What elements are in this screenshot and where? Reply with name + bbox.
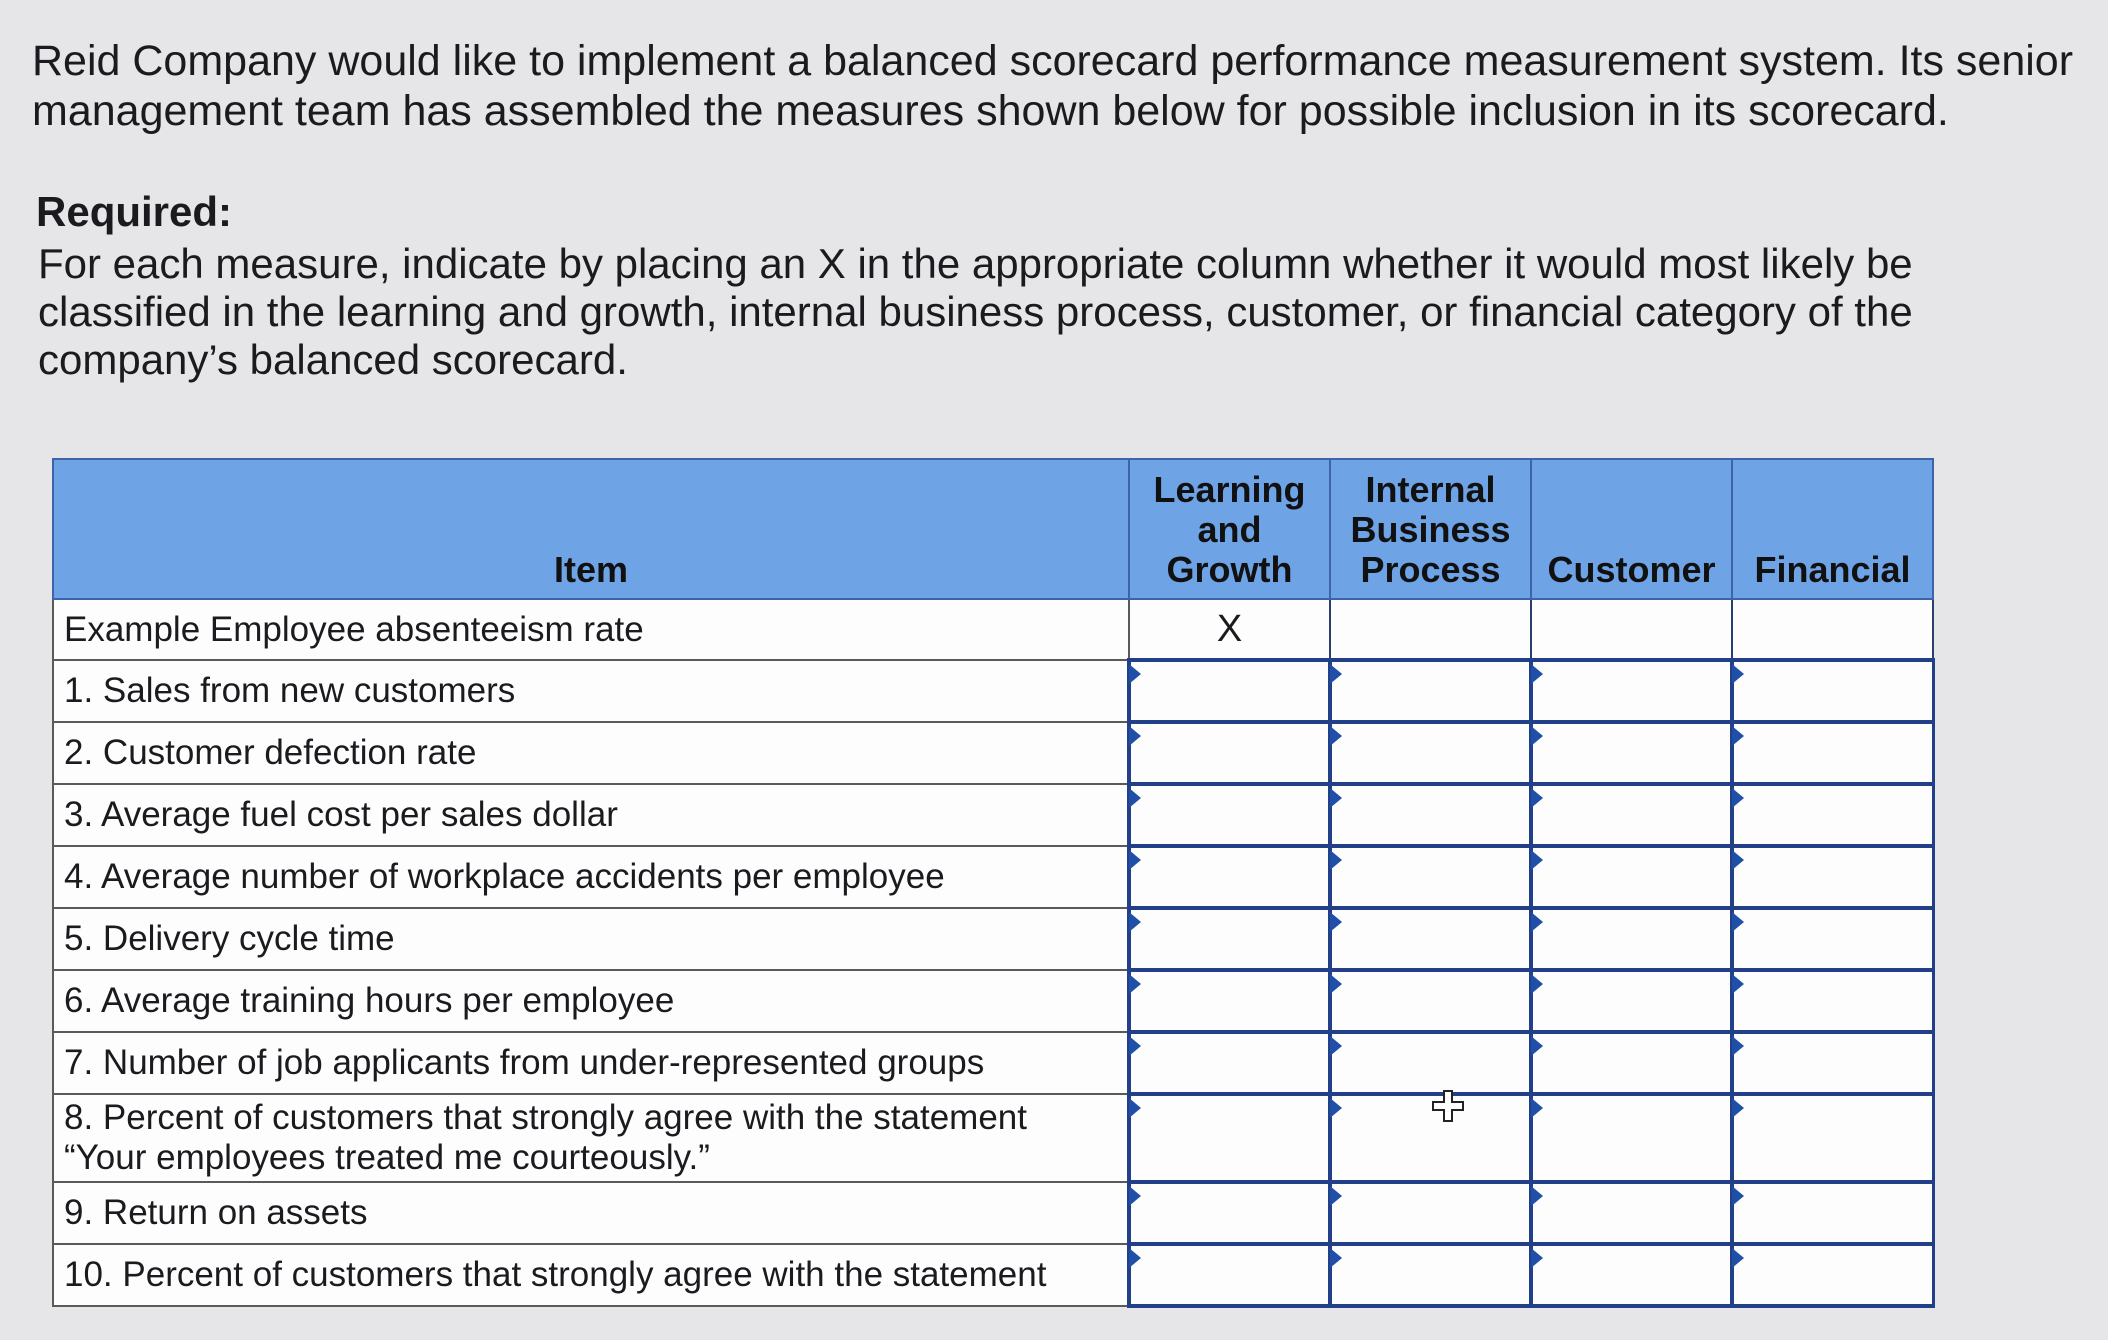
answer-cell-financial[interactable]: [1732, 1032, 1933, 1094]
header-item: Item: [53, 459, 1129, 599]
answer-cell-financial[interactable]: [1732, 970, 1933, 1032]
header-row: [53, 459, 1933, 599]
row-label: 7. Number of job applicants from under-represented groups: [53, 1032, 1129, 1094]
answer-cell-internal[interactable]: [1330, 722, 1531, 784]
row-label: 3. Average fuel cost per sales dollar: [53, 784, 1129, 846]
row-label: 2. Customer defection rate: [53, 722, 1129, 784]
answer-cell-customer[interactable]: [1531, 784, 1732, 846]
table-row: [53, 1244, 1933, 1306]
header-learning-growth: Learning and Growth: [1129, 459, 1330, 599]
answer-cell-financial[interactable]: [1732, 1244, 1933, 1306]
answer-cell-internal[interactable]: [1330, 970, 1531, 1032]
answer-cell-learning[interactable]: [1129, 1032, 1330, 1094]
answer-cell-financial[interactable]: [1732, 1182, 1933, 1244]
table-row: [53, 1094, 1933, 1182]
answer-cell-internal[interactable]: [1330, 784, 1531, 846]
answer-cell-customer[interactable]: [1531, 908, 1732, 970]
example-customer-cell: [1531, 599, 1732, 660]
row-label: 1. Sales from new customers: [53, 660, 1129, 722]
move-cursor-icon: [1430, 1088, 1466, 1124]
answer-cell-learning[interactable]: [1129, 1244, 1330, 1306]
example-label: Example Employee absenteeism rate: [53, 599, 1129, 660]
example-x-mark: X: [1216, 607, 1243, 650]
answer-cell-internal[interactable]: [1330, 908, 1531, 970]
answer-cell-learning[interactable]: [1129, 784, 1330, 846]
header-customer: Customer: [1531, 459, 1732, 599]
answer-cell-financial[interactable]: [1732, 784, 1933, 846]
table-row: [53, 970, 1933, 1032]
scorecard-worksheet: [52, 458, 1932, 1294]
table-row: [53, 1182, 1933, 1244]
answer-cell-learning[interactable]: [1129, 1182, 1330, 1244]
row-label: 8. Percent of customers that strongly agree with the statement “Your employees treated me courteously.”: [53, 1094, 1129, 1182]
example-learning-cell: [1129, 599, 1330, 660]
table-row: [53, 784, 1933, 846]
row-label: 4. Average number of workplace accidents per employee: [53, 846, 1129, 908]
answer-cell-customer[interactable]: [1531, 1094, 1732, 1182]
answer-cell-internal[interactable]: [1330, 660, 1531, 722]
intro-paragraph: Reid Company would like to implement a balanced scorecard performance measurement system. Its senior management team has assembled the measures shown below for possible inclusion in its scorecard.: [32, 37, 2074, 135]
row-label: 6. Average training hours per employee: [53, 970, 1129, 1032]
answer-cell-customer[interactable]: [1531, 722, 1732, 784]
header-internal-business-process: Internal Business Process: [1330, 459, 1531, 599]
answer-cell-financial[interactable]: [1732, 722, 1933, 784]
table-row: [53, 660, 1933, 722]
answer-cell-customer[interactable]: [1531, 1182, 1732, 1244]
table-row: [53, 846, 1933, 908]
required-instructions: For each measure, indicate by placing an X in the appropriate column whether it would most likely be classified in the learning and growth, internal business process, customer, or financial category of the company’s balanced scorecard.: [38, 240, 1913, 383]
answer-cell-internal[interactable]: [1330, 1244, 1531, 1306]
answer-cell-financial[interactable]: [1732, 846, 1933, 908]
row-label: 10. Percent of customers that strongly agree with the statement: [53, 1244, 1129, 1306]
table-row: [53, 722, 1933, 784]
answer-cell-internal[interactable]: [1330, 846, 1531, 908]
example-row: [53, 599, 1933, 660]
answer-cell-learning[interactable]: [1129, 660, 1330, 722]
table-row: [53, 908, 1933, 970]
table-row: [53, 1032, 1933, 1094]
answer-cell-learning[interactable]: [1129, 908, 1330, 970]
row-label: 9. Return on assets: [53, 1182, 1129, 1244]
answer-cell-learning[interactable]: [1129, 722, 1330, 784]
required-heading: Required:: [36, 188, 233, 235]
answer-cell-customer[interactable]: [1531, 660, 1732, 722]
answer-cell-learning[interactable]: [1129, 970, 1330, 1032]
example-financial-cell: [1732, 599, 1933, 660]
scorecard-table: [52, 458, 1935, 1308]
answer-cell-financial[interactable]: [1732, 1094, 1933, 1182]
row-label: 5. Delivery cycle time: [53, 908, 1129, 970]
answer-cell-learning[interactable]: [1129, 1094, 1330, 1182]
header-financial: Financial: [1732, 459, 1933, 599]
example-internal-cell: [1330, 599, 1531, 660]
answer-cell-learning[interactable]: [1129, 846, 1330, 908]
answer-cell-internal[interactable]: [1330, 1032, 1531, 1094]
answer-cell-customer[interactable]: [1531, 1244, 1732, 1306]
answer-cell-customer[interactable]: [1531, 1032, 1732, 1094]
answer-cell-internal[interactable]: [1330, 1182, 1531, 1244]
answer-cell-customer[interactable]: [1531, 846, 1732, 908]
answer-cell-customer[interactable]: [1531, 970, 1732, 1032]
answer-cell-financial[interactable]: [1732, 908, 1933, 970]
answer-cell-financial[interactable]: [1732, 660, 1933, 722]
